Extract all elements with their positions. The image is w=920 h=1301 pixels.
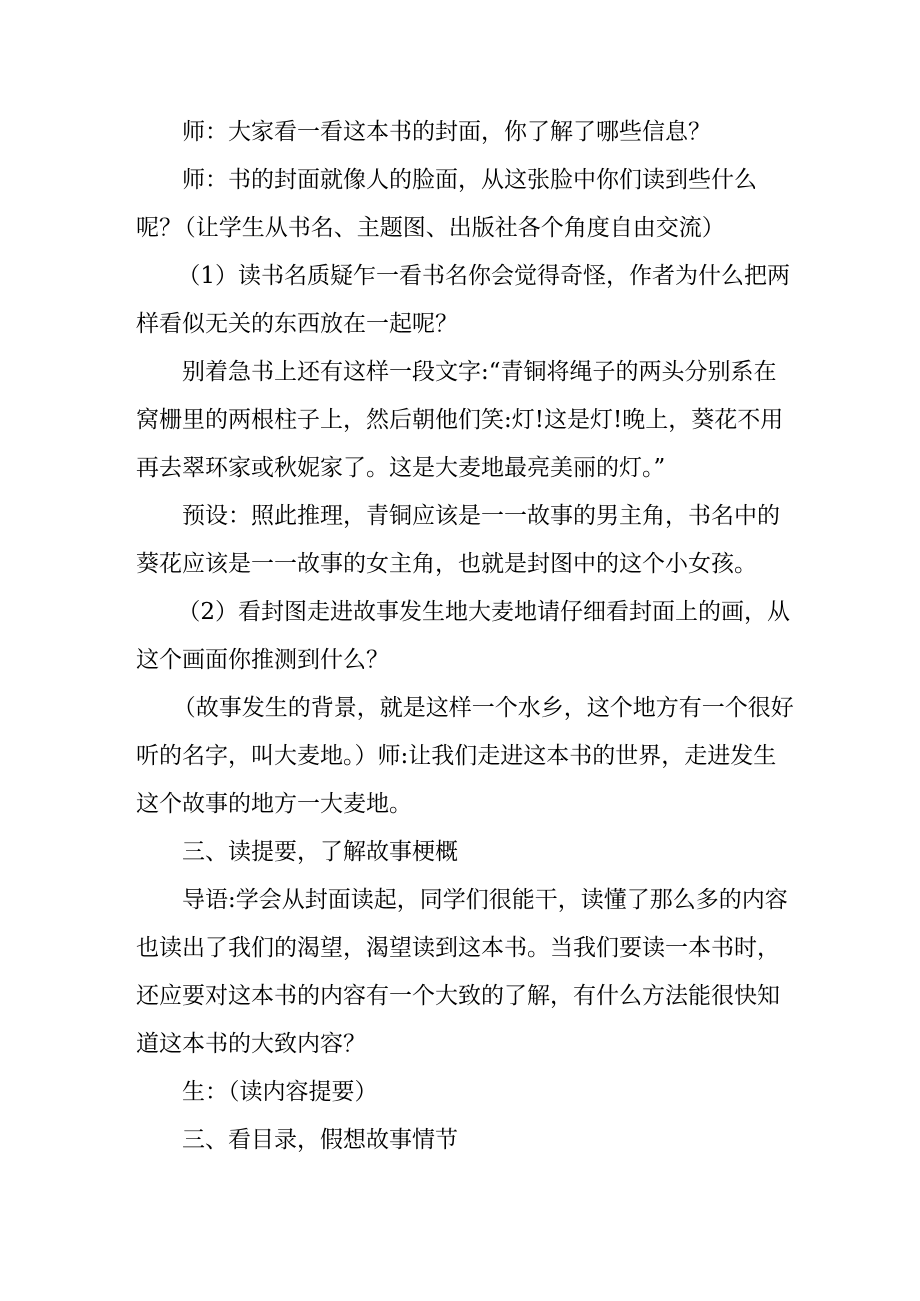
paragraph-hypothesis: 预设：照此推理，青铜应该是一一故事的男主角，书名中的葵花应该是一一故事的女主角，也就是封图中的这个小女孩。: [136, 503, 780, 577]
paragraph-teacher-cover-face: 师：书的封面就像人的脸面，从这张脸中你们读到些什么呢？: [136, 167, 757, 241]
paragraph-teacher-cover-question: 师：大家看一看这本书的封面，你了解了哪些信息？: [182, 119, 711, 145]
section-heading-contents: 三、看目录，假想故事情节: [182, 1127, 458, 1153]
paragraph-student-reading: 生：（读内容提要）: [182, 1079, 378, 1105]
paragraph-story-background: （故事发生的背景，就是这样一个水乡，这个地方有一个很好听的名字，叫大麦地。）师:让我们走进这本书的世界，走进发生这个故事的地方一大麦地。: [136, 695, 794, 817]
paragraph-guide: 导语:学会从封面读起，同学们很能干，读懂了那么多的内容也读出了我们的渴望，渴望读到这本书。当我们要读一本书时，还应要对这本书的内容有一个大致的了解，有什么方法能很快知道这本书的大致内容？: [136, 887, 788, 1057]
section-heading-summary: 三、读提要，了解故事梗概: [182, 839, 458, 865]
paragraph-cover-image: （2）看封图走进故事发生地大麦地请仔细看封面上的画，从这个画面你推测到什么？: [136, 599, 791, 673]
paragraph-book-title-question: （1）读书名质疑乍一看书名你会觉得奇怪，作者为什么把两样看似无关的东西放在一起呢？: [136, 263, 791, 337]
paragraph-student-discussion: （让学生从书名、主题图、出版社各个角度自由交流）: [172, 215, 725, 241]
paragraph-book-quote: 别着急书上还有这样一段文字:“青铜将绳子的两头分别系在窝栅里的两根柱子上，然后朝他们笑:灯!这是灯!晚上，葵花不用再去翠环家或秋妮家了。这是大麦地最亮美丽的灯。”: [136, 359, 784, 481]
